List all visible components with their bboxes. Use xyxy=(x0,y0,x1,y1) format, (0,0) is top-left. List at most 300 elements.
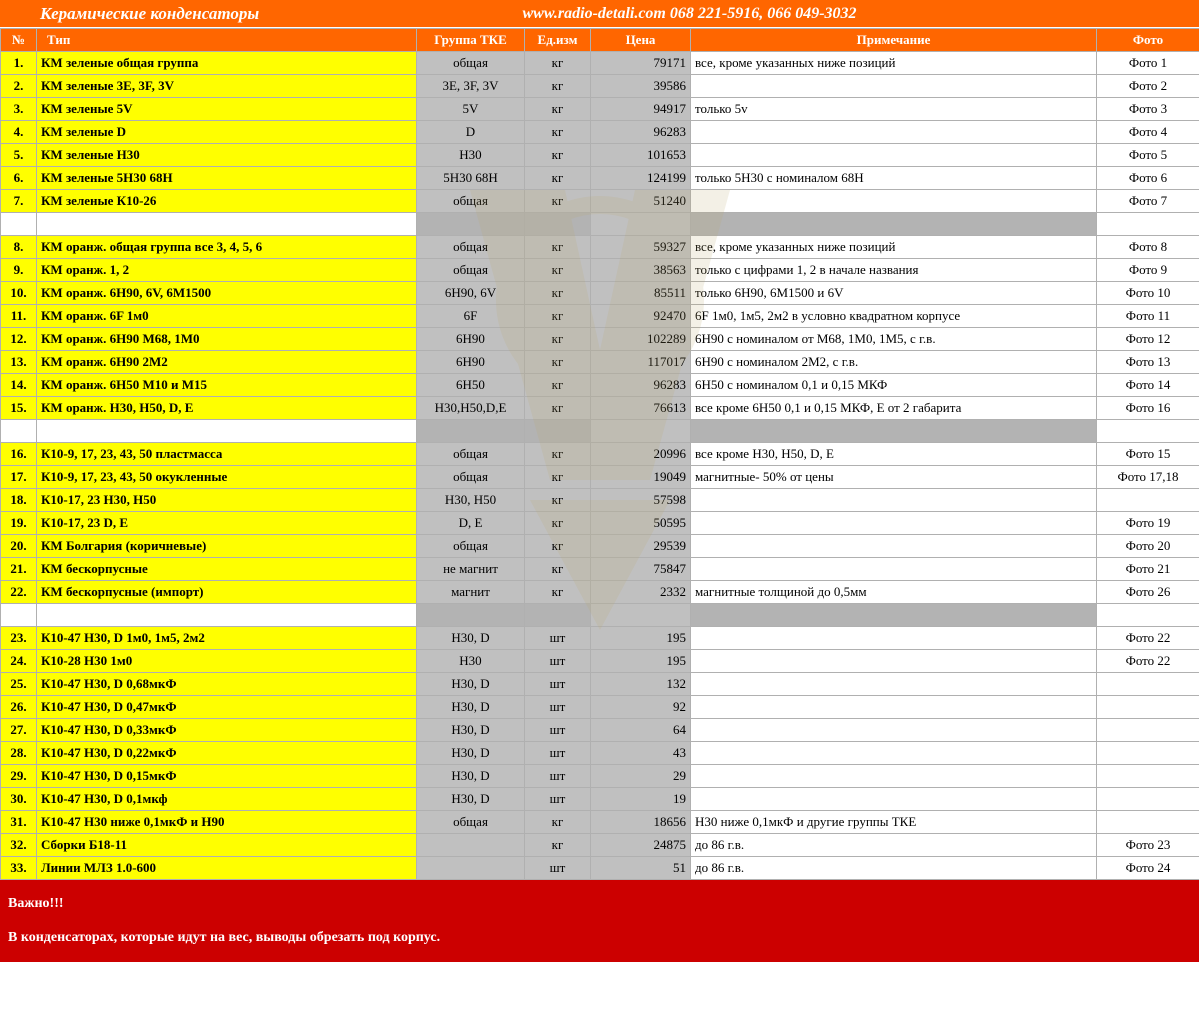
row-note: все, кроме указанных ниже позиций xyxy=(691,52,1097,75)
row-photo: Фото 8 xyxy=(1097,236,1199,259)
row-number xyxy=(1,420,37,443)
row-price: 195 xyxy=(591,627,691,650)
row-type: КМ зеленые Н30 xyxy=(37,144,417,167)
row-tke: Н30, Н50 xyxy=(417,489,525,512)
site-and-phones: www.radio-detali.com 068 221-5916, 066 049-3032 xyxy=(522,4,857,22)
row-type: КМ оранж. 6Н50 М10 и М15 xyxy=(37,374,417,397)
row-type: КМ оранж. 6Н90, 6V, 6М1500 xyxy=(37,282,417,305)
row-unit: кг xyxy=(525,305,591,328)
row-type: КМ оранж. Н30, Н50, D, Е xyxy=(37,397,417,420)
row-price: 85511 xyxy=(591,282,691,305)
row-unit: кг xyxy=(525,52,591,75)
row-unit: кг xyxy=(525,581,591,604)
table-row xyxy=(1,397,1199,420)
row-price: 117017 xyxy=(591,351,691,374)
row-tke: 6F xyxy=(417,305,525,328)
row-unit: шт xyxy=(525,857,591,880)
row-unit: кг xyxy=(525,236,591,259)
row-note xyxy=(691,535,1097,558)
row-photo: Фото 22 xyxy=(1097,650,1199,673)
row-number: 9. xyxy=(1,259,37,282)
row-note xyxy=(691,512,1097,535)
row-photo xyxy=(1097,489,1199,512)
row-note xyxy=(691,604,1097,627)
table-row xyxy=(1,650,1199,673)
row-number: 31. xyxy=(1,811,37,834)
notice-important: Важно!!! xyxy=(0,880,1199,920)
row-number: 10. xyxy=(1,282,37,305)
row-photo: Фото 7 xyxy=(1097,190,1199,213)
row-photo: Фото 15 xyxy=(1097,443,1199,466)
row-photo xyxy=(1097,604,1199,627)
row-tke: общая xyxy=(417,259,525,282)
row-note xyxy=(691,765,1097,788)
row-type: КМ зеленые 3Е, 3F, 3V xyxy=(37,75,417,98)
row-note xyxy=(691,121,1097,144)
row-unit: кг xyxy=(525,397,591,420)
row-note: Н30 ниже 0,1мкФ и другие группы ТКЕ xyxy=(691,811,1097,834)
row-note: только 6Н90, 6М1500 и 6V xyxy=(691,282,1097,305)
table-row xyxy=(1,190,1199,213)
row-unit: кг xyxy=(525,98,591,121)
table-row xyxy=(1,305,1199,328)
row-price: 92 xyxy=(591,696,691,719)
row-type: К10-47 Н30, D 0,68мкФ xyxy=(37,673,417,696)
table-row-separator xyxy=(1,213,1199,236)
row-price: 19049 xyxy=(591,466,691,489)
row-number: 20. xyxy=(1,535,37,558)
row-price: 29 xyxy=(591,765,691,788)
row-unit: кг xyxy=(525,834,591,857)
column-header-photo: Фото xyxy=(1097,29,1199,52)
page-title: Керамические конденсаторы xyxy=(40,3,260,23)
row-tke: Н30,Н50,D,Е xyxy=(417,397,525,420)
row-note: только 5Н30 с номиналом 68Н xyxy=(691,167,1097,190)
row-unit: кг xyxy=(525,75,591,98)
row-tke: Н30 xyxy=(417,144,525,167)
row-note xyxy=(691,696,1097,719)
table-row xyxy=(1,328,1199,351)
row-tke: общая xyxy=(417,236,525,259)
row-type: К10-47 Н30, D 0,47мкФ xyxy=(37,696,417,719)
row-photo: Фото 21 xyxy=(1097,558,1199,581)
row-unit: шт xyxy=(525,696,591,719)
table-row xyxy=(1,351,1199,374)
table-row xyxy=(1,98,1199,121)
row-type: КМ зеленые 5Н30 68Н xyxy=(37,167,417,190)
row-type: К10-47 Н30, D 0,22мкФ xyxy=(37,742,417,765)
row-number: 29. xyxy=(1,765,37,788)
table-row xyxy=(1,627,1199,650)
row-photo: Фото 5 xyxy=(1097,144,1199,167)
row-unit xyxy=(525,604,591,627)
row-photo: Фото 19 xyxy=(1097,512,1199,535)
table-row xyxy=(1,466,1199,489)
table-row xyxy=(1,236,1199,259)
row-type xyxy=(37,604,417,627)
row-note xyxy=(691,719,1097,742)
row-photo: Фото 2 xyxy=(1097,75,1199,98)
row-photo: Фото 26 xyxy=(1097,581,1199,604)
row-number: 2. xyxy=(1,75,37,98)
row-tke: Н30, D xyxy=(417,742,525,765)
row-tke xyxy=(417,604,525,627)
row-note: все, кроме указанных ниже позиций xyxy=(691,236,1097,259)
row-price: 29539 xyxy=(591,535,691,558)
row-type: КМ оранж. общая группа все 3, 4, 5, 6 xyxy=(37,236,417,259)
row-note xyxy=(691,213,1097,236)
table-row xyxy=(1,443,1199,466)
row-number: 17. xyxy=(1,466,37,489)
row-number: 5. xyxy=(1,144,37,167)
row-unit: шт xyxy=(525,719,591,742)
table-row xyxy=(1,696,1199,719)
row-photo: Фото 16 xyxy=(1097,397,1199,420)
table-row xyxy=(1,719,1199,742)
row-unit: шт xyxy=(525,788,591,811)
row-note: только с цифрами 1, 2 в начале названия xyxy=(691,259,1097,282)
row-price: 2332 xyxy=(591,581,691,604)
table-row-separator xyxy=(1,604,1199,627)
row-price xyxy=(591,420,691,443)
row-tke: общая xyxy=(417,535,525,558)
table-row-separator xyxy=(1,420,1199,443)
row-photo xyxy=(1097,213,1199,236)
row-photo: Фото 9 xyxy=(1097,259,1199,282)
notice-text: В конденсаторах, которые идут на вес, выводы обрезать под корпус. xyxy=(0,920,1199,962)
row-number: 15. xyxy=(1,397,37,420)
row-type: КМ зеленые 5V xyxy=(37,98,417,121)
row-number: 26. xyxy=(1,696,37,719)
row-tke: общая xyxy=(417,466,525,489)
row-type: Линии МЛЗ 1.0-600 xyxy=(37,857,417,880)
row-number: 22. xyxy=(1,581,37,604)
row-unit: кг xyxy=(525,489,591,512)
row-number: 16. xyxy=(1,443,37,466)
row-price: 76613 xyxy=(591,397,691,420)
row-number xyxy=(1,213,37,236)
row-unit xyxy=(525,420,591,443)
row-tke: Н30 xyxy=(417,650,525,673)
row-unit: кг xyxy=(525,190,591,213)
row-unit: кг xyxy=(525,328,591,351)
row-photo: Фото 23 xyxy=(1097,834,1199,857)
row-unit: кг xyxy=(525,466,591,489)
row-photo: Фото 14 xyxy=(1097,374,1199,397)
row-note: 6Н50 с номиналом 0,1 и 0,15 МКФ xyxy=(691,374,1097,397)
row-tke: D, Е xyxy=(417,512,525,535)
row-tke: общая xyxy=(417,443,525,466)
row-photo xyxy=(1097,719,1199,742)
row-price: 96283 xyxy=(591,121,691,144)
row-photo xyxy=(1097,811,1199,834)
row-tke xyxy=(417,834,525,857)
price-table-wrapper xyxy=(0,28,1199,880)
row-number: 14. xyxy=(1,374,37,397)
row-type: К10-47 Н30, D 0,33мкФ xyxy=(37,719,417,742)
row-type: К10-9, 17, 23, 43, 50 окукленные xyxy=(37,466,417,489)
row-price: 59327 xyxy=(591,236,691,259)
row-tke: 6Н50 xyxy=(417,374,525,397)
row-photo: Фото 11 xyxy=(1097,305,1199,328)
row-price: 96283 xyxy=(591,374,691,397)
row-unit: кг xyxy=(525,351,591,374)
column-header-note: Примечание xyxy=(691,29,1097,52)
row-type: К10-28 Н30 1м0 xyxy=(37,650,417,673)
row-unit xyxy=(525,213,591,236)
row-number: 7. xyxy=(1,190,37,213)
row-tke: магнит xyxy=(417,581,525,604)
row-note: только 5v xyxy=(691,98,1097,121)
row-tke: Н30, D xyxy=(417,788,525,811)
row-type: КМ зеленые D xyxy=(37,121,417,144)
row-photo: Фото 10 xyxy=(1097,282,1199,305)
row-price: 24875 xyxy=(591,834,691,857)
row-note: до 86 г.в. xyxy=(691,857,1097,880)
row-price: 132 xyxy=(591,673,691,696)
table-row xyxy=(1,144,1199,167)
table-row xyxy=(1,558,1199,581)
price-table xyxy=(0,28,1199,880)
row-unit: кг xyxy=(525,282,591,305)
row-unit: кг xyxy=(525,535,591,558)
row-note: магнитные- 50% от цены xyxy=(691,466,1097,489)
table-row xyxy=(1,52,1199,75)
row-note xyxy=(691,420,1097,443)
row-note xyxy=(691,673,1097,696)
row-price: 50595 xyxy=(591,512,691,535)
row-price: 57598 xyxy=(591,489,691,512)
row-photo: Фото 20 xyxy=(1097,535,1199,558)
row-tke: общая xyxy=(417,52,525,75)
row-type: КМ оранж. 1, 2 xyxy=(37,259,417,282)
column-header-price: Цена xyxy=(591,29,691,52)
row-photo: Фото 6 xyxy=(1097,167,1199,190)
row-unit: шт xyxy=(525,765,591,788)
row-price: 92470 xyxy=(591,305,691,328)
row-number: 24. xyxy=(1,650,37,673)
table-body xyxy=(1,52,1199,880)
row-photo xyxy=(1097,420,1199,443)
table-row xyxy=(1,581,1199,604)
table-row xyxy=(1,489,1199,512)
row-type: КМ зеленые К10-26 xyxy=(37,190,417,213)
row-note: 6Н90 с номиналом от М68, 1М0, 1М5, с г.в. xyxy=(691,328,1097,351)
row-type: К10-47 Н30 ниже 0,1мкФ и Н90 xyxy=(37,811,417,834)
row-number: 19. xyxy=(1,512,37,535)
row-tke: 6Н90, 6V xyxy=(417,282,525,305)
row-price: 39586 xyxy=(591,75,691,98)
table-row xyxy=(1,765,1199,788)
row-price: 79171 xyxy=(591,52,691,75)
row-number: 30. xyxy=(1,788,37,811)
row-photo xyxy=(1097,788,1199,811)
row-tke: Н30, D xyxy=(417,719,525,742)
row-unit: кг xyxy=(525,512,591,535)
row-tke: общая xyxy=(417,811,525,834)
row-type: КМ бескорпусные xyxy=(37,558,417,581)
row-note xyxy=(691,788,1097,811)
row-number: 8. xyxy=(1,236,37,259)
table-row xyxy=(1,75,1199,98)
table-row xyxy=(1,374,1199,397)
row-photo: Фото 13 xyxy=(1097,351,1199,374)
row-number: 25. xyxy=(1,673,37,696)
row-tke: 5V xyxy=(417,98,525,121)
row-type: К10-9, 17, 23, 43, 50 пластмасса xyxy=(37,443,417,466)
row-type: К10-47 Н30, D 0,15мкФ xyxy=(37,765,417,788)
table-row xyxy=(1,857,1199,880)
row-tke: 6Н90 xyxy=(417,351,525,374)
row-tke: Н30, D xyxy=(417,765,525,788)
row-type: КМ Болгария (коричневые) xyxy=(37,535,417,558)
row-number: 23. xyxy=(1,627,37,650)
row-note xyxy=(691,75,1097,98)
row-type: К10-47 Н30, D 0,1мкф xyxy=(37,788,417,811)
row-price: 18656 xyxy=(591,811,691,834)
row-type: К10-47 Н30, D 1м0, 1м5, 2м2 xyxy=(37,627,417,650)
row-number: 12. xyxy=(1,328,37,351)
row-unit: кг xyxy=(525,259,591,282)
row-number: 27. xyxy=(1,719,37,742)
row-unit: кг xyxy=(525,443,591,466)
row-number: 33. xyxy=(1,857,37,880)
table-row xyxy=(1,834,1199,857)
row-type: КМ зеленые общая группа xyxy=(37,52,417,75)
row-photo xyxy=(1097,742,1199,765)
row-number: 32. xyxy=(1,834,37,857)
row-note xyxy=(691,489,1097,512)
row-tke: общая xyxy=(417,190,525,213)
row-tke xyxy=(417,420,525,443)
table-row xyxy=(1,121,1199,144)
table-row xyxy=(1,282,1199,305)
table-row xyxy=(1,512,1199,535)
row-price: 43 xyxy=(591,742,691,765)
row-price: 64 xyxy=(591,719,691,742)
row-type: Сборки Б18-11 xyxy=(37,834,417,857)
row-price: 38563 xyxy=(591,259,691,282)
row-tke: Н30, D xyxy=(417,673,525,696)
row-type: КМ оранж. 6Н90 М68, 1М0 xyxy=(37,328,417,351)
row-type: К10-17, 23 Н30, Н50 xyxy=(37,489,417,512)
row-number: 21. xyxy=(1,558,37,581)
row-unit: шт xyxy=(525,742,591,765)
row-tke: D xyxy=(417,121,525,144)
row-unit: кг xyxy=(525,811,591,834)
table-row xyxy=(1,811,1199,834)
row-note: 6Н90 с номиналом 2М2, с г.в. xyxy=(691,351,1097,374)
table-row xyxy=(1,535,1199,558)
row-number: 4. xyxy=(1,121,37,144)
row-unit: шт xyxy=(525,673,591,696)
row-note: все кроме Н30, Н50, D, Е xyxy=(691,443,1097,466)
row-note: до 86 г.в. xyxy=(691,834,1097,857)
row-unit: кг xyxy=(525,374,591,397)
row-unit: кг xyxy=(525,558,591,581)
row-photo: Фото 4 xyxy=(1097,121,1199,144)
row-price: 51 xyxy=(591,857,691,880)
row-number: 28. xyxy=(1,742,37,765)
row-number: 1. xyxy=(1,52,37,75)
row-price: 102289 xyxy=(591,328,691,351)
row-photo xyxy=(1097,696,1199,719)
row-tke: Н30, D xyxy=(417,627,525,650)
table-header-row xyxy=(1,29,1199,52)
table-row xyxy=(1,673,1199,696)
row-photo: Фото 1 xyxy=(1097,52,1199,75)
row-photo: Фото 12 xyxy=(1097,328,1199,351)
row-type: КМ оранж. 6Н90 2М2 xyxy=(37,351,417,374)
row-number: 6. xyxy=(1,167,37,190)
row-tke: 3Е, 3F, 3V xyxy=(417,75,525,98)
table-row xyxy=(1,788,1199,811)
row-price: 51240 xyxy=(591,190,691,213)
column-header-unit: Ед.изм xyxy=(525,29,591,52)
row-note xyxy=(691,190,1097,213)
row-note xyxy=(691,558,1097,581)
row-photo: Фото 3 xyxy=(1097,98,1199,121)
row-unit: шт xyxy=(525,650,591,673)
row-note: все кроме 6Н50 0,1 и 0,15 МКФ, Е от 2 габарита xyxy=(691,397,1097,420)
row-unit: кг xyxy=(525,121,591,144)
row-type: КМ бескорпусные (импорт) xyxy=(37,581,417,604)
row-unit: шт xyxy=(525,627,591,650)
row-number: 3. xyxy=(1,98,37,121)
row-note xyxy=(691,650,1097,673)
row-photo xyxy=(1097,765,1199,788)
row-unit: кг xyxy=(525,167,591,190)
row-type xyxy=(37,213,417,236)
row-price: 19 xyxy=(591,788,691,811)
column-header-tke: Группа ТКЕ xyxy=(417,29,525,52)
row-note xyxy=(691,144,1097,167)
row-tke: 5Н30 68Н xyxy=(417,167,525,190)
row-price xyxy=(591,213,691,236)
row-photo xyxy=(1097,673,1199,696)
row-type: К10-17, 23 D, Е xyxy=(37,512,417,535)
row-type xyxy=(37,420,417,443)
row-tke xyxy=(417,857,525,880)
row-note: 6F 1м0, 1м5, 2м2 в условно квадратном корпусе xyxy=(691,305,1097,328)
row-tke: Н30, D xyxy=(417,696,525,719)
row-note xyxy=(691,627,1097,650)
column-header-type: Тип xyxy=(37,29,417,52)
row-price xyxy=(591,604,691,627)
row-photo: Фото 17,18 xyxy=(1097,466,1199,489)
table-row xyxy=(1,167,1199,190)
row-note: магнитные толщиной до 0,5мм xyxy=(691,581,1097,604)
row-price: 75847 xyxy=(591,558,691,581)
row-number: 11. xyxy=(1,305,37,328)
column-header-num: № xyxy=(1,29,37,52)
row-type: КМ оранж. 6F 1м0 xyxy=(37,305,417,328)
row-photo: Фото 24 xyxy=(1097,857,1199,880)
row-price: 124199 xyxy=(591,167,691,190)
row-photo: Фото 22 xyxy=(1097,627,1199,650)
row-price: 20996 xyxy=(591,443,691,466)
row-number: 13. xyxy=(1,351,37,374)
row-price: 101653 xyxy=(591,144,691,167)
row-note xyxy=(691,742,1097,765)
row-tke: не магнит xyxy=(417,558,525,581)
header-banner xyxy=(0,0,1199,28)
row-tke xyxy=(417,213,525,236)
row-tke: 6Н90 xyxy=(417,328,525,351)
row-price: 94917 xyxy=(591,98,691,121)
row-number xyxy=(1,604,37,627)
row-price: 195 xyxy=(591,650,691,673)
